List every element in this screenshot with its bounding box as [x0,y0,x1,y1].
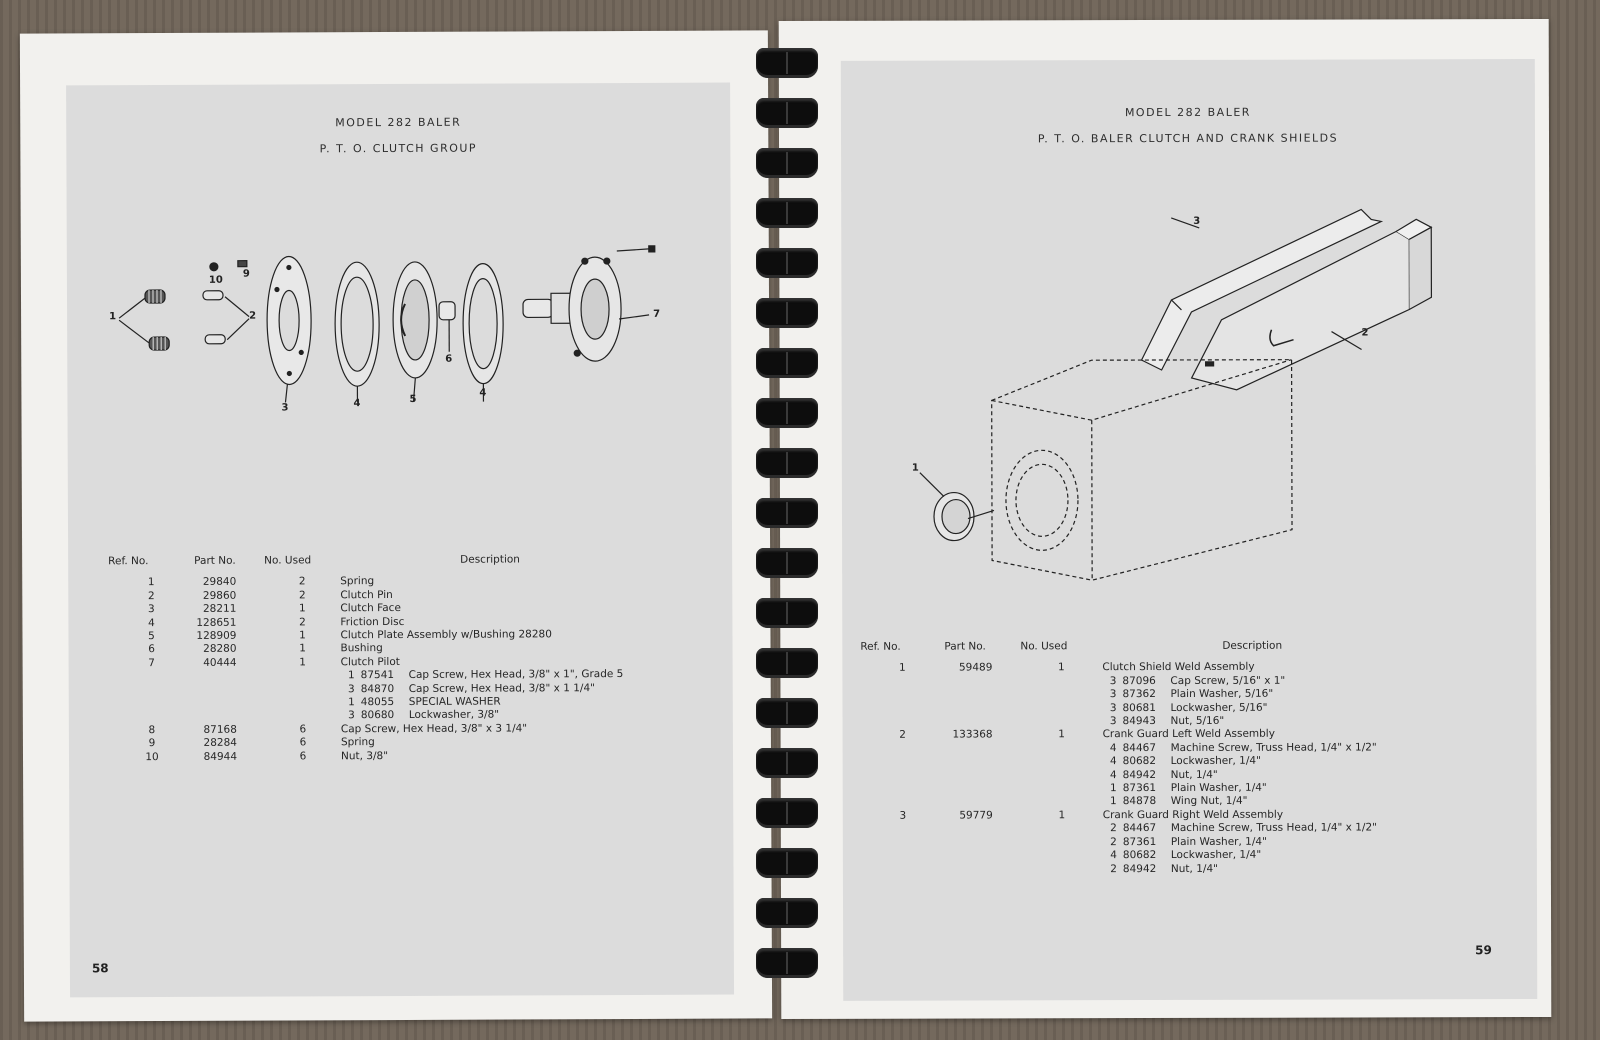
left-callout-9: 9 [242,268,250,280]
right-col-ref: Ref. No. [860,640,901,653]
ref-cell: 10 [145,750,159,763]
quantity-used-cell: 1 [1058,809,1066,822]
right-table-header [860,639,1376,662]
sub-part-number: 80682 [1122,849,1157,862]
sub-part-number: 87096 [1122,674,1156,687]
left-col-desc: Description [460,553,520,566]
description-cell: Clutch Face [340,602,401,615]
ref-cell: 3 [899,809,907,822]
binding-ring [756,598,818,628]
ref-cell: 9 [148,737,156,750]
binding-ring [756,898,818,928]
ref-cell: 6 [148,643,155,656]
spiral-binding [756,30,818,1020]
description-cell: Crank Guard Right Weld Assembly [1102,808,1284,822]
description-cell: Spring [340,575,375,588]
sub-part-description: Lockwasher, 5/16" [1170,701,1268,714]
crank-shields-diagram [841,59,1536,621]
ref-cell: 1 [147,576,155,589]
left-page [20,30,772,1021]
left-model-title: MODEL 282 BALER [335,115,462,130]
sub-part-qty: 3 [1109,674,1117,687]
sub-part-qty: 4 [1109,741,1117,754]
ref-cell: 8 [148,723,156,736]
right-callout-3: 3 [1193,215,1201,227]
left-table-row [109,749,624,765]
sub-part-number: 84870 [360,682,395,695]
binding-ring [756,948,818,978]
description-cell: Bushing [340,642,383,655]
right-sub-part-row [861,768,1377,783]
sub-part-qty: 4 [1109,768,1117,781]
left-callout-3: 3 [281,402,289,414]
binding-ring [756,798,818,828]
spring-part-1a [145,290,165,303]
ref-cell: 2 [147,589,155,602]
sub-part-description: SPECIAL WASHER [408,695,501,709]
sub-part-description: Plain Washer, 1/4" [1170,781,1267,795]
sub-part-qty: 1 [1110,782,1117,795]
binding-ring [756,448,818,478]
left-callout-2: 2 [249,310,257,322]
right-sub-part-row [861,822,1377,837]
quantity-used-cell: 1 [298,602,306,615]
sub-part-number: 87361 [1122,835,1157,848]
left-sub-part-row [109,682,624,698]
left-callout-4b: 4 [479,387,487,399]
binding-ring [756,248,818,278]
right-group-title: P. T. O. BALER CLUTCH AND CRANK SHIELDS [1037,131,1339,146]
sub-part-number: 84878 [1122,795,1157,808]
right-sub-part-row [861,714,1377,729]
description-cell: Spring [340,736,375,749]
sub-part-description: Nut, 1/4" [1170,862,1218,875]
sub-part-cell [1103,782,1377,796]
description-cell: Clutch Plate Assembly w/Bushing 28280 [340,628,552,642]
right-col-used: No. Used [1020,640,1068,653]
right-table-row [860,661,1376,676]
sub-part-qty: 2 [1110,822,1117,835]
right-sub-part-row [860,674,1376,689]
sub-part-number: 80680 [360,709,395,722]
right-page-print-area [841,59,1537,1001]
sub-part-cell [1102,701,1376,715]
right-page [779,19,1552,1019]
sub-part-number: 84942 [1122,768,1157,781]
quantity-used-cell: 1 [299,656,306,669]
left-callout-1: 1 [109,311,117,323]
left-callout-6: 6 [445,353,453,365]
part-number-cell: 29860 [202,589,237,602]
sub-part-cell [1103,755,1377,769]
binding-ring [756,698,818,728]
right-page-number: 59 [1475,943,1492,958]
part-number-cell: 59779 [959,809,993,822]
left-col-ref: Ref. No. [108,555,149,568]
right-sub-part-row [861,741,1377,756]
sub-part-cell [341,695,624,710]
description-cell: Nut, 3/8" [340,749,389,762]
part-number-cell: 133368 [952,728,993,741]
left-group-title: P. T. O. CLUTCH GROUP [319,141,478,156]
binding-ring [756,198,818,228]
sub-part-cell [1102,688,1376,702]
quantity-used-cell: 6 [299,736,307,749]
quantity-used-cell: 6 [299,750,307,763]
right-sub-part-row [861,795,1377,810]
binding-ring [756,298,818,328]
binding-ring [756,48,818,78]
ref-cell: 3 [147,603,155,616]
ref-cell: 5 [148,630,155,643]
sub-part-description: Cap Screw, 5/16" x 1" [1170,674,1286,687]
description-cell: Crank Guard Left Weld Assembly [1102,728,1275,741]
spring-part-1b [149,337,169,350]
sub-part-number: 84467 [1122,741,1157,754]
description-cell: Clutch Pin [340,588,393,602]
sub-part-cell [1103,862,1377,876]
sub-part-cell [1103,822,1377,836]
quantity-used-cell: 1 [299,642,306,655]
left-callout-10: 10 [208,274,223,286]
right-parts-table [860,639,1377,876]
quantity-used-cell: 1 [299,629,306,642]
description-cell: Clutch Shield Weld Assembly [1102,661,1255,674]
binding-ring [756,98,818,128]
description-cell: Cap Screw, Hex Head, 3/8" x 3 1/4" [340,722,528,736]
left-table-header [108,553,623,577]
part-number-cell: 28211 [202,602,237,616]
binding-ring [756,748,818,778]
right-sub-part-row [860,701,1376,716]
sub-part-qty: 4 [1109,755,1117,768]
quantity-used-cell: 6 [299,723,307,736]
sub-part-number: 48055 [360,696,395,709]
quantity-used-cell: 2 [299,616,306,629]
sub-part-description: Nut, 5/16" [1170,714,1225,728]
right-sub-part-row [860,688,1376,703]
left-callout-7: 7 [653,308,661,320]
ref-cell: 2 [899,729,906,742]
sub-part-qty: 2 [1110,862,1117,875]
sub-part-qty: 4 [1110,849,1117,862]
left-col-used: No. Used [264,554,312,567]
left-callout-5: 5 [409,393,417,405]
sub-part-description: Plain Washer, 5/16" [1170,687,1274,701]
quantity-used-cell: 2 [298,575,306,588]
sub-part-cell [1103,768,1377,782]
clutch-group-diagram [66,83,732,486]
sub-part-cell [1103,795,1377,809]
right-sub-part-row [861,782,1377,797]
sub-part-description: Nut, 1/4" [1170,768,1218,781]
right-table-row [861,808,1377,823]
sub-part-qty: 3 [1109,715,1117,728]
sub-part-cell [1103,714,1377,728]
binding-ring [756,398,818,428]
sub-part-qty: 3 [1109,688,1117,701]
right-model-title: MODEL 282 BALER [1124,105,1251,120]
part-number-cell: 84944 [203,750,238,763]
right-col-desc: Description [1222,639,1283,652]
sub-part-number: 80682 [1122,755,1157,768]
sub-part-description: Machine Screw, Truss Head, 1/4" x 1/2" [1170,741,1377,754]
binding-ring [756,848,818,878]
sub-part-description: Cap Screw, Hex Head, 3/8" x 1 1/4" [408,681,595,695]
sub-part-description: Lockwasher, 1/4" [1170,848,1262,862]
part-number-cell: 128651 [196,616,237,629]
ref-cell: 4 [148,616,155,629]
sub-part-qty: 2 [1110,835,1117,848]
sub-part-cell [1103,835,1377,849]
sub-part-number: 80681 [1122,701,1156,714]
part-number-cell: 40444 [203,656,237,669]
sub-part-cell [1102,674,1376,688]
right-sub-part-row [861,849,1377,864]
sub-part-number: 87541 [360,669,395,682]
part-number-cell: 28280 [203,643,237,656]
sub-part-description: Plain Washer, 1/4" [1170,835,1267,848]
right-sub-part-row [861,862,1377,877]
left-page-number: 58 [91,961,109,976]
sub-part-description: Cap Screw, Hex Head, 3/8" x 1", Grade 5 [408,668,624,682]
binding-ring [756,148,818,178]
part-number-cell: 87168 [203,723,237,736]
sub-part-number: 84467 [1122,822,1157,835]
description-cell: Friction Disc [340,615,405,628]
binding-ring [756,348,818,378]
left-table-row [108,628,623,644]
sub-part-number: 87361 [1122,782,1157,795]
ref-cell: 1 [899,662,906,675]
quantity-used-cell: 1 [1058,661,1065,674]
left-col-part: Part No. [194,554,236,567]
quantity-used-cell: 2 [298,589,306,602]
sub-part-number: 87362 [1122,688,1156,701]
sub-part-qty: 1 [1110,795,1117,808]
right-callout-2: 2 [1361,327,1369,339]
right-sub-part-row [861,835,1377,850]
right-table-row [861,728,1377,743]
sub-part-qty: 3 [1109,701,1117,714]
binding-ring [756,648,818,678]
sub-part-cell [341,668,624,683]
sub-part-cell [341,708,624,723]
quantity-used-cell: 1 [1058,728,1065,741]
sub-part-description: Wing Nut, 1/4" [1170,795,1248,808]
sub-part-qty: 3 [347,682,355,695]
ref-cell: 7 [148,656,155,669]
sub-part-description: Lockwasher, 3/8" [408,709,500,722]
sub-part-description: Lockwasher, 1/4" [1170,754,1261,768]
part-number-cell: 128909 [196,629,237,642]
binding-ring [756,498,818,528]
sub-part-description: Machine Screw, Truss Head, 1/4" x 1/2" [1170,821,1377,835]
sub-part-qty: 1 [348,696,355,709]
binding-ring [756,548,818,578]
sub-part-qty: 1 [347,669,355,682]
sub-part-cell [1103,741,1377,755]
sub-part-cell [341,682,624,697]
right-col-part: Part No. [944,640,986,653]
right-callout-1: 1 [911,462,919,474]
left-callout-4a: 4 [353,398,361,410]
part-number-cell: 59489 [958,661,993,674]
sub-part-number: 84942 [1122,862,1157,875]
part-number-cell: 29840 [202,576,237,589]
left-page-print-area [66,83,734,998]
sub-part-qty: 3 [348,709,355,722]
sub-part-cell [1103,849,1377,863]
right-sub-part-row [861,755,1377,770]
part-number-cell: 28284 [203,736,237,750]
left-parts-table [108,553,624,764]
description-cell: Clutch Pilot [340,655,400,669]
sub-part-number: 84943 [1122,715,1156,728]
